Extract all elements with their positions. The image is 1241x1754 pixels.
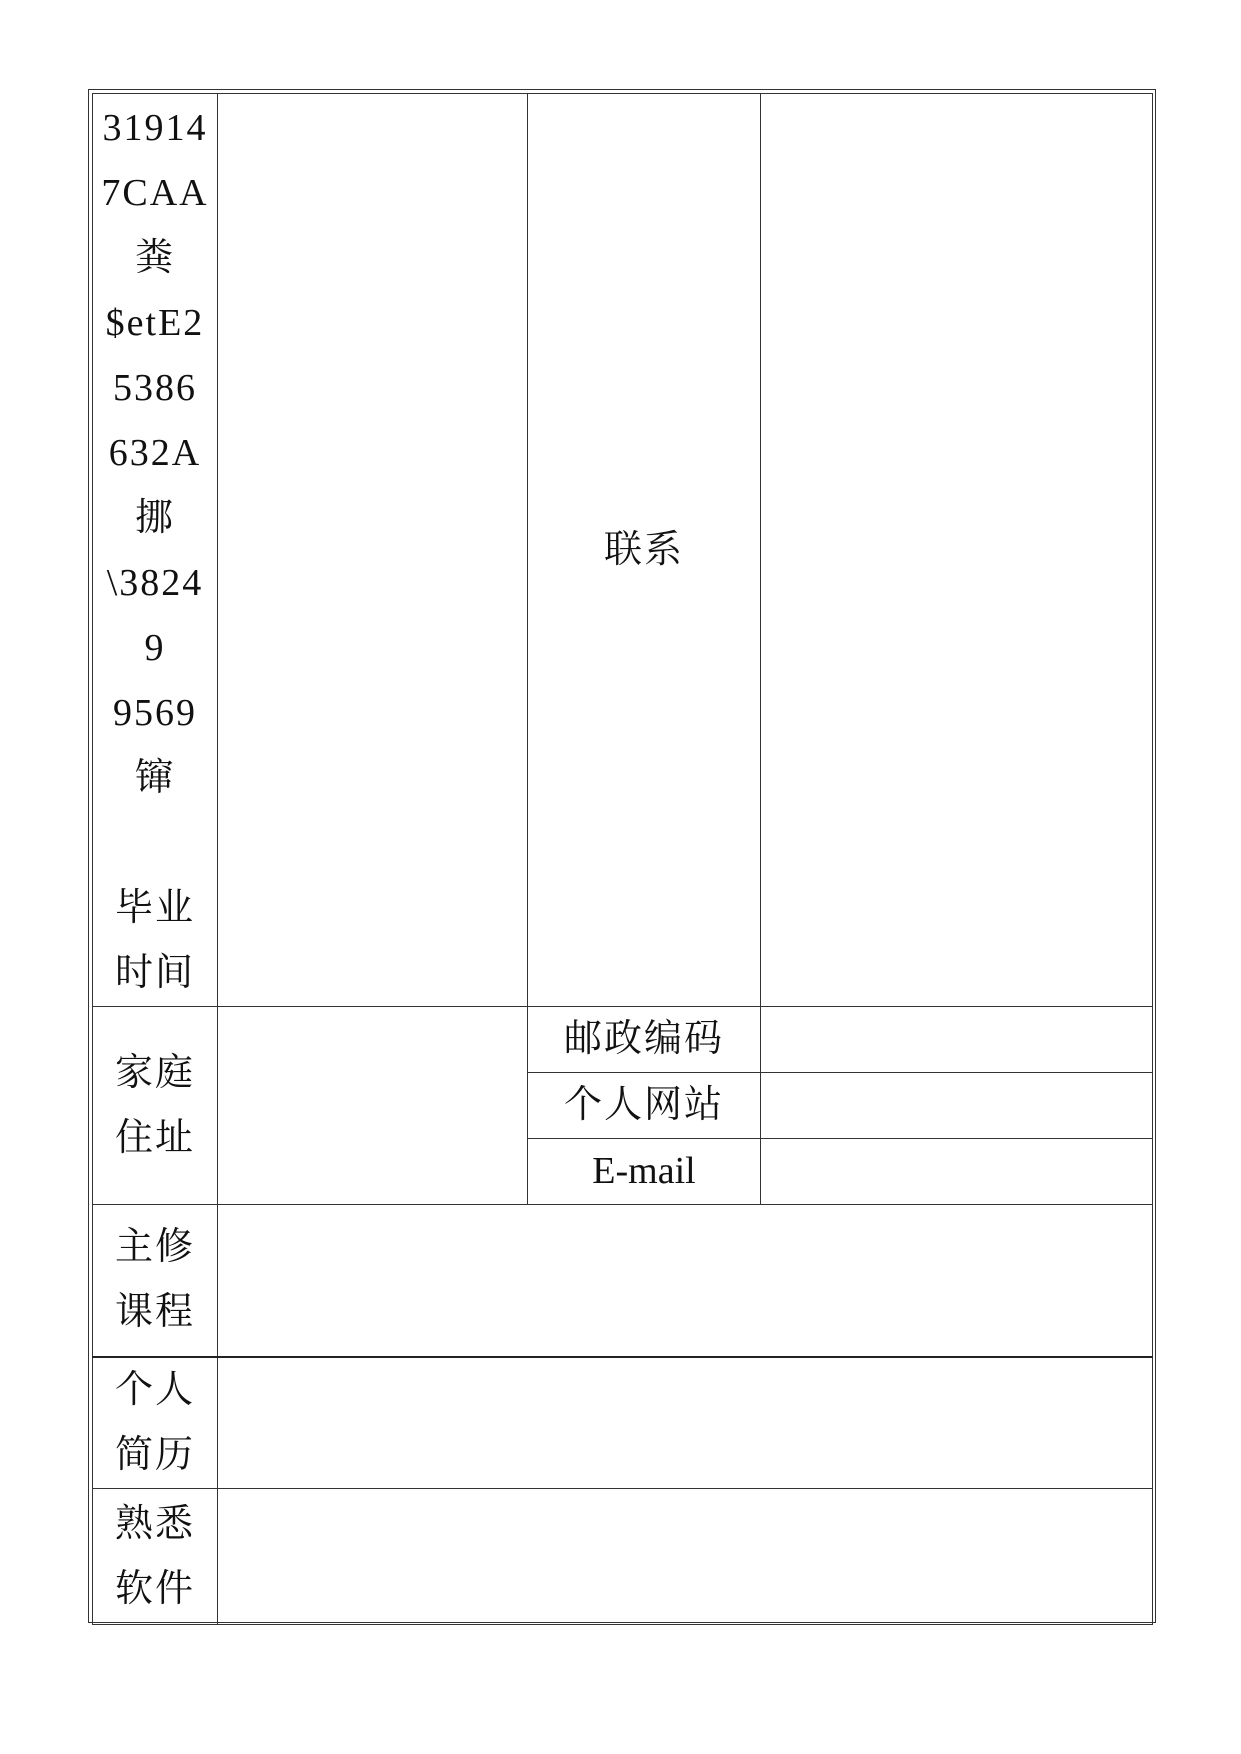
email-label: E-mail: [592, 1150, 696, 1192]
software-label-cell: [93, 1489, 218, 1625]
main-courses-label-line: 课程: [114, 1291, 195, 1334]
top-left-label-line: 632A: [108, 432, 202, 474]
email-value-cell[interactable]: [761, 1139, 1153, 1205]
top-left-label-cell: [93, 94, 218, 1007]
email-label-cell: [528, 1139, 761, 1205]
software-value-cell[interactable]: [218, 1489, 1153, 1625]
software-label-line: 熟悉: [114, 1502, 195, 1545]
resume-label-line: 简历: [114, 1433, 195, 1476]
top-left-label-line: 7CAA: [101, 172, 209, 214]
personal-website-value-cell[interactable]: [761, 1073, 1153, 1139]
main-courses-label-cell: [93, 1205, 218, 1357]
form-row-main-courses: [93, 1205, 1153, 1357]
postal-code-value-cell[interactable]: [761, 1007, 1153, 1073]
home-address-label-cell: [93, 1007, 218, 1205]
personal-website-label-cell: [528, 1073, 761, 1139]
contact-label-cell: [528, 94, 761, 1007]
top-left-label-line: 挪: [134, 497, 175, 539]
main-courses-value-cell[interactable]: [218, 1205, 1153, 1357]
form-row-postal: [93, 1007, 1153, 1073]
postal-code-label-cell: [528, 1007, 761, 1073]
main-courses-label-line: 主修: [114, 1226, 195, 1269]
home-address-label-line: 家庭: [114, 1051, 195, 1094]
top-left-label-line: 9: [144, 627, 166, 669]
software-label-line: 软件: [114, 1567, 195, 1610]
graduation-time-label-line: 时间: [114, 952, 195, 994]
top-left-label-line: 5386: [113, 367, 197, 409]
label-spacer: [93, 811, 217, 876]
personal-website-label: 个人网站: [563, 1084, 724, 1126]
top-left-label-line: 9569: [113, 692, 197, 734]
resume-label-cell: [93, 1357, 218, 1489]
top-left-label-line: 31914: [102, 107, 208, 149]
top-left-label-line: 粪: [134, 237, 175, 279]
graduation-time-value-cell[interactable]: [218, 94, 528, 1007]
form-row-top: [93, 94, 1153, 1007]
postal-code-label: 邮政编码: [563, 1018, 724, 1060]
top-left-label-line: \3824: [106, 562, 204, 604]
contact-value-cell[interactable]: [761, 94, 1153, 1007]
graduation-time-label-line: 毕业: [114, 887, 195, 929]
resume-value-cell[interactable]: [218, 1357, 1153, 1489]
top-left-label-line: $etE2: [105, 302, 205, 344]
form-row-resume: [93, 1357, 1153, 1489]
resume-label-line: 个人: [114, 1368, 195, 1411]
contact-label: 联系: [603, 528, 684, 571]
resume-form-table: [92, 93, 1153, 1625]
form-row-software: [93, 1489, 1153, 1625]
home-address-label-line: 住址: [114, 1116, 195, 1159]
home-address-value-cell[interactable]: [218, 1007, 528, 1205]
top-left-label-line: 镩: [134, 757, 175, 799]
